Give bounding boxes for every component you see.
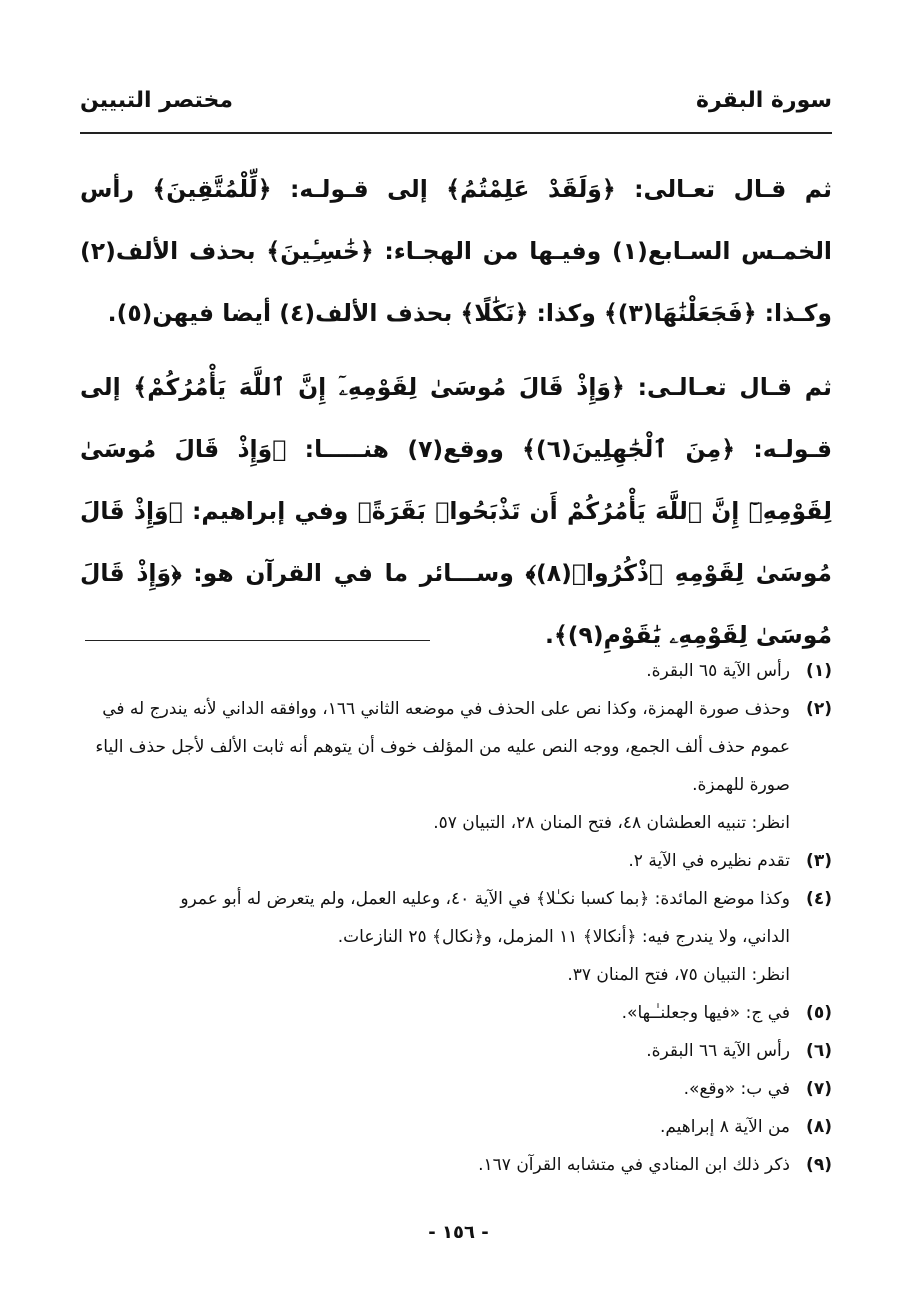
footnote-line: وحذف صورة الهمزة، وكذا نص على الحذف في موضعه الثاني ١٦٦، ووافقه الداني لأنه يندرج له في bbox=[102, 699, 790, 719]
footnote-2 bbox=[80, 690, 832, 842]
main-text bbox=[80, 158, 832, 678]
footnote-number: (٧) bbox=[806, 1079, 832, 1099]
footnote-line: تقدم نظيره في الآية ٢. bbox=[628, 851, 790, 871]
footnote-line: ذكر ذلك ابن المنادي في متشابه القرآن ١٦٧. bbox=[478, 1155, 790, 1175]
surah-title: سورة البقرة bbox=[695, 88, 832, 113]
main-paragraph-2: ثم قـال تعـالـى: ﴿وَإِذْ قَالَ مُوسَىٰ لِقَوْمِهِۦٓ إِنَّ ٱللَّهَ يَأْمُرُكُمْ﴾ إلى قـولـه: ﴿مِنَ ٱلْجَٰهِلِينَ(٦)﴾ ووقع(٧) هنـــــا: ﴿وَإِذْ قَالَ مُوسَىٰ لِقَوْمِهِۦٓ إِنَّ ٱللَّهَ يَأْمُرُكُمْ أَن تَذْبَحُوا۟ بَقَرَةً﴾ وفي إبراهيم: ﴿وَإِذْ قَالَ مُوسَىٰ لِقَوْمِهِ ٱذْكُرُوا۟(٨)﴾ وســـائر ما في القرآن هو: ﴿وَإِذْ قَالَ مُوسَىٰ لِقَوْمِهِۦ يَٰقَوْمِ(٩)﴾. bbox=[80, 373, 832, 649]
footnote-line: انظر: تنبيه العطشان ٤٨، فتح المنان ٢٨، التبيان ٥٧. bbox=[433, 813, 790, 833]
footnote-number: (٨) bbox=[806, 1117, 832, 1137]
main-paragraph-1: ثم قـال تعـالى: ﴿وَلَقَدْ عَلِمْتُمُ﴾ إلى قـولـه: ﴿لِّلْمُتَّقِينَ﴾ رأس الخمـس السـابع(١) وفيـها من الهجـاء: ﴿خَٰسِـِٔينَ﴾ بحذف الألف(٢) وكـذا: ﴿فَجَعَلْنَٰهَا(٣)﴾ وكذا: ﴿نَكَٰلًا﴾ بحذف الألف(٤) أيضا فيهن(٥). bbox=[80, 175, 832, 327]
footnote-line: رأس الآية ٦٦ البقرة. bbox=[646, 1041, 790, 1061]
footnote-number: (٥) bbox=[806, 1003, 832, 1023]
footnote-3 bbox=[80, 842, 832, 880]
footnote-8 bbox=[80, 1108, 832, 1146]
footnote-divider bbox=[85, 640, 430, 641]
footnote-line: من الآية ٨ إبراهيم. bbox=[659, 1117, 790, 1137]
footnote-4 bbox=[80, 880, 832, 994]
footnote-7 bbox=[80, 1070, 832, 1108]
footnote-number: (٦) bbox=[806, 1041, 832, 1061]
footnote-line: وكذا موضع المائدة: ﴿بما كسبا نكـٰلا﴾ في الآية ٤٠، وعليه العمل، ولم يتعرض له أبو عمرو bbox=[180, 889, 790, 909]
footnote-number: (٢) bbox=[806, 699, 832, 719]
footnotes bbox=[80, 652, 832, 1184]
footnote-line: الداني، ولا يندرج فيه: ﴿أنكالا﴾ ١١ المزمل، و﴿نكال﴾ ٢٥ النازعات. bbox=[337, 927, 790, 947]
footnote-line: انظر: التبيان ٧٥، فتح المنان ٣٧. bbox=[567, 965, 790, 985]
footnote-line: صورة للهمزة. bbox=[692, 775, 790, 795]
footnote-1 bbox=[80, 652, 832, 690]
footnote-number: (٤) bbox=[806, 889, 832, 909]
footnote-number: (٣) bbox=[806, 851, 832, 871]
header-divider bbox=[80, 132, 832, 134]
footnote-number: (١) bbox=[806, 661, 832, 681]
footnote-6 bbox=[80, 1032, 832, 1070]
footnote-line: في ب: «وقع». bbox=[683, 1079, 790, 1099]
footnote-line: عموم حذف ألف الجمع، ووجه النص عليه من المؤلف خوف أن يتوهم أنه ثابت الألف لأجل حذف الياء bbox=[95, 737, 790, 757]
book-title: مختصر التبيين bbox=[80, 88, 234, 113]
footnote-number: (٩) bbox=[806, 1155, 832, 1175]
footnote-5 bbox=[80, 994, 832, 1032]
running-header bbox=[80, 82, 832, 122]
footnote-line: في ج: «فيها وجعلنـٰـها». bbox=[621, 1003, 790, 1023]
footnote-line: رأس الآية ٦٥ البقرة. bbox=[646, 661, 790, 681]
page-number: - ١٥٦ - bbox=[428, 1222, 489, 1243]
footnote-9 bbox=[80, 1146, 832, 1184]
